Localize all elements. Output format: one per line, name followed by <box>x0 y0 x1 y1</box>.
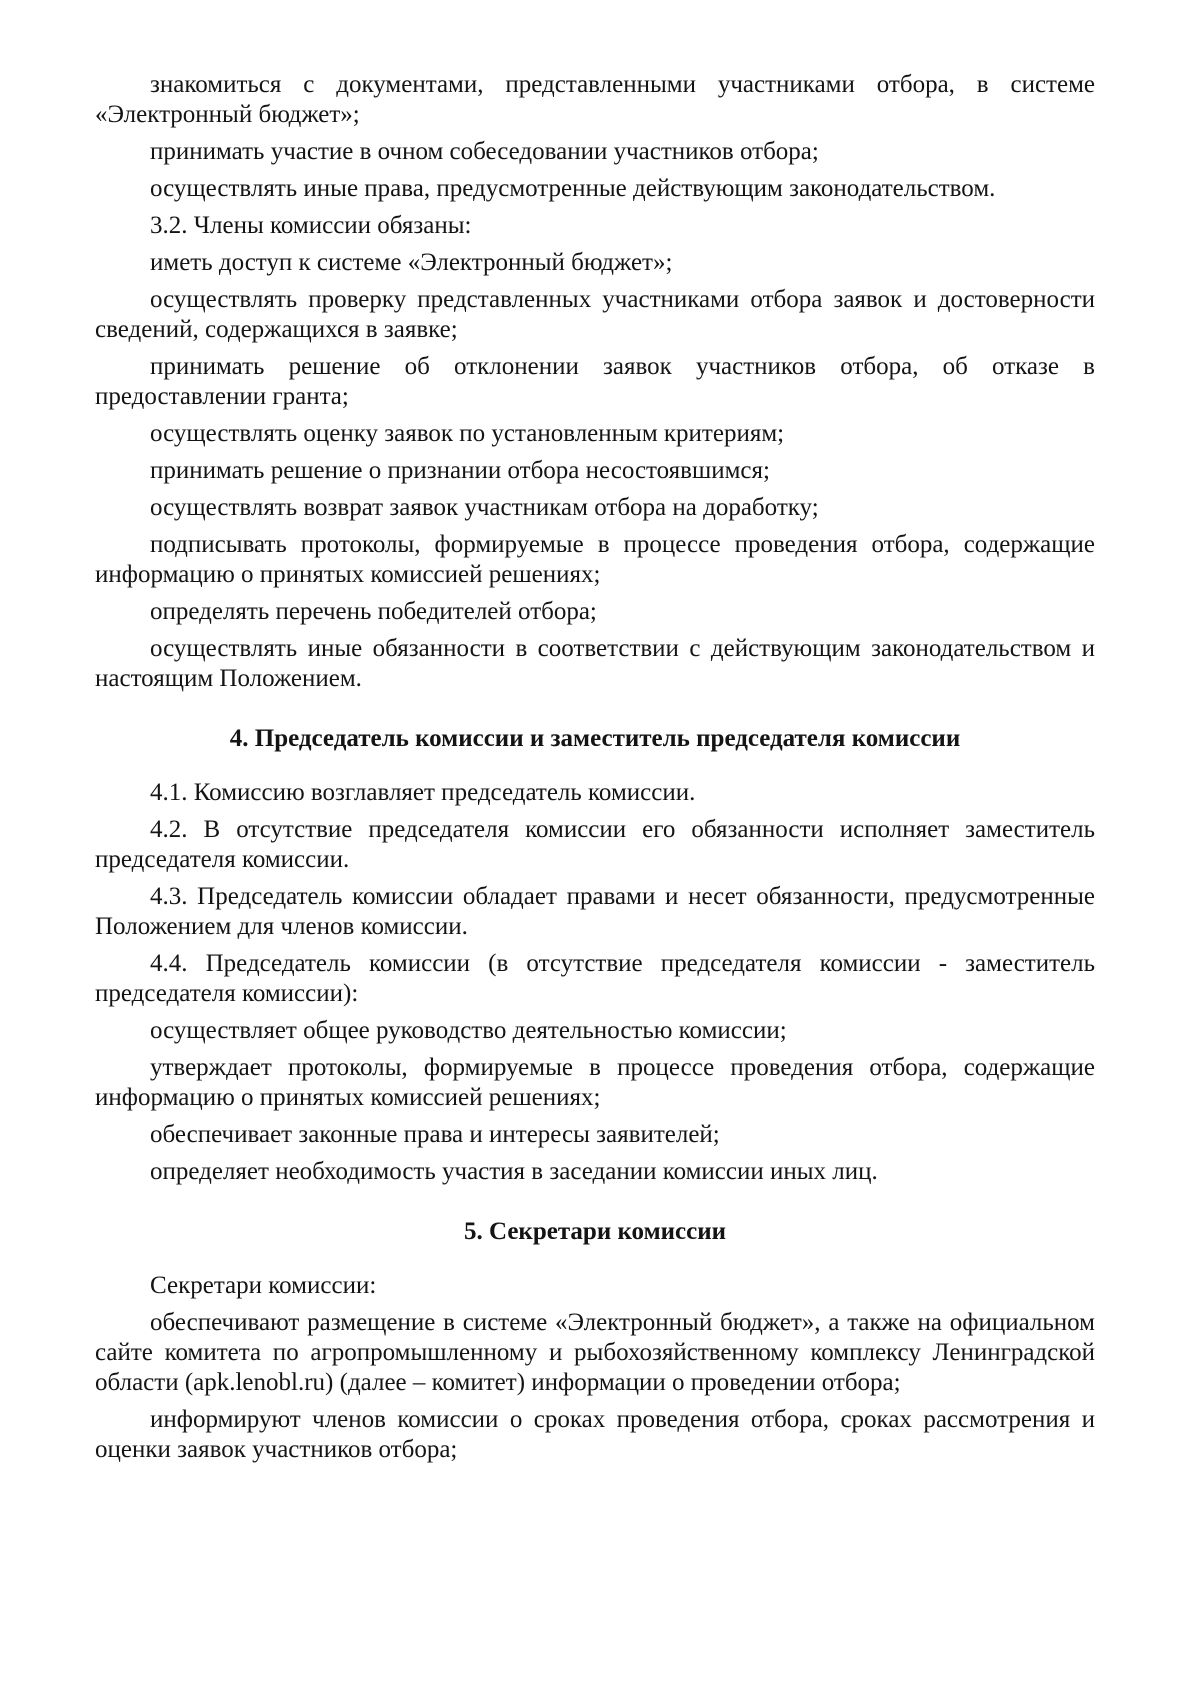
paragraph: 4.1. Комиссию возглавляет председатель комиссии. <box>150 779 696 806</box>
paragraph: 4.2. В отсутствие председателя комиссии его обязанности исполняет заместитель председателя комиссии. <box>95 816 1095 873</box>
paragraph: 4.3. Председатель комиссии обладает правами и несет обязанности, предусмотренные Положением для членов комиссии. <box>95 883 1095 940</box>
paragraph: определяет необходимость участия в заседании комиссии иных лиц. <box>150 1158 878 1185</box>
paragraph: 3.2. Члены комиссии обязаны: <box>150 212 472 239</box>
paragraph: принимать участие в очном собеседовании участников отбора; <box>150 138 819 165</box>
paragraph: определять перечень победителей отбора; <box>150 598 597 625</box>
section-5-heading: 5. Секретари комиссии <box>463 1218 727 1245</box>
paragraph: принимать решение о признании отбора несостоявшимся; <box>150 457 770 484</box>
paragraph: осуществляет общее руководство деятельностью комиссии; <box>150 1017 787 1044</box>
paragraph: 4.4. Председатель комиссии (в отсутствие председателя комиссии - заместитель председателя комиссии): <box>95 950 1095 1007</box>
section-4-heading: 4. Председатель комиссии и заместитель председателя комиссии <box>229 725 961 752</box>
paragraph: осуществлять иные права, предусмотренные действующим законодательством. <box>150 175 996 202</box>
paragraph: осуществлять иные обязанности в соответствии с действующим законодательством и настоящим Положением. <box>95 635 1095 692</box>
paragraph: иметь доступ к системе «Электронный бюджет»; <box>150 249 673 276</box>
paragraph: информируют членов комиссии о сроках проведения отбора, сроках рассмотрения и оценки заявок участников отбора; <box>95 1406 1095 1463</box>
section-3-continuation <box>95 70 1095 694</box>
section-4 <box>95 778 1095 1187</box>
section-5 <box>95 1271 1095 1465</box>
paragraph: подписывать протоколы, формируемые в процессе проведения отбора, содержащие информацию о принятых комиссией решениях; <box>95 531 1095 588</box>
paragraph: осуществлять проверку представленных участниками отбора заявок и достоверности сведений, содержащихся в заявке; <box>95 286 1095 343</box>
paragraph: осуществлять оценку заявок по установленным критериям; <box>150 420 785 447</box>
paragraph: знакомиться с документами, представленными участниками отбора, в системе «Электронный бюджет»; <box>95 71 1095 128</box>
paragraph: обеспечивают размещение в системе «Электронный бюджет», а также на официальном сайте комитета по агропромышленному и рыбохозяйственному комплексу Ленинградской области (apk.lenobl.ru) (далее – комитет) информации о проведении отбора; <box>95 1309 1095 1396</box>
paragraph: обеспечивает законные права и интересы заявителей; <box>150 1121 720 1148</box>
paragraph: утверждает протоколы, формируемые в процессе проведения отбора, содержащие информацию о принятых комиссией решениях; <box>95 1054 1095 1111</box>
paragraph: принимать решение об отклонении заявок участников отбора, об отказе в предоставлении гранта; <box>95 353 1095 410</box>
paragraph: осуществлять возврат заявок участникам отбора на доработку; <box>150 494 819 521</box>
paragraph: Секретари комиссии: <box>150 1272 377 1299</box>
